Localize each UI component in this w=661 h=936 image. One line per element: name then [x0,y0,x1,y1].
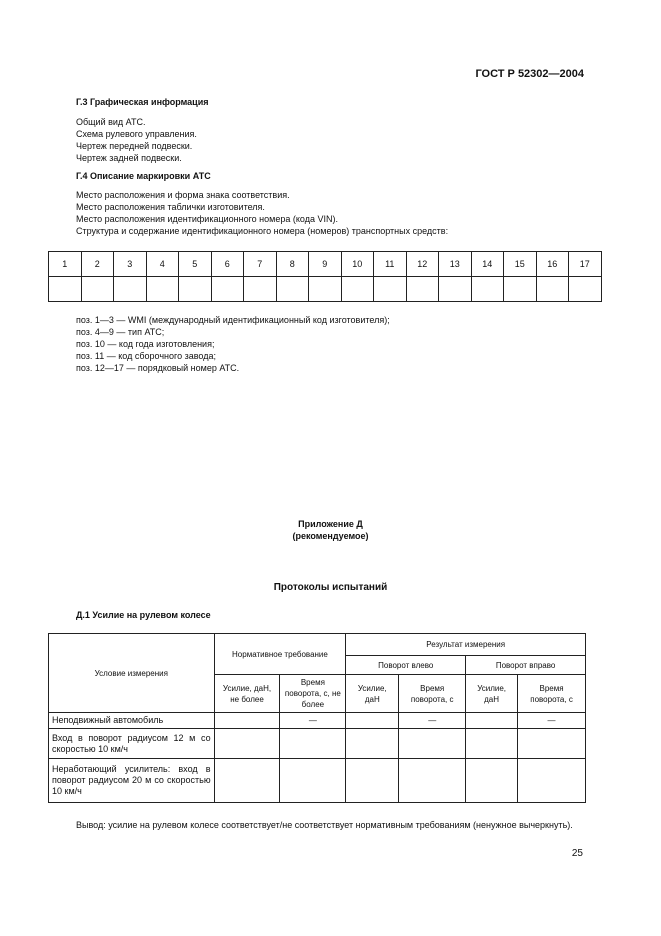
header-turn-left: Поворот влево [346,656,466,675]
vin-position-cell: 14 [471,252,504,277]
vin-position-cell: 9 [309,252,342,277]
dash-cell: — [399,713,466,729]
table-row [49,759,586,803]
value-cell [518,729,586,759]
vin-value-cell [276,277,309,302]
vin-header-row [49,252,602,277]
dash-cell: — [280,713,346,729]
list-item: Общий вид АТС. [76,117,146,127]
vin-position-cell: 17 [569,252,602,277]
value-cell [346,759,399,803]
section-g3-list [76,116,197,164]
condition-cell: Вход в поворот радиусом 12 м со скоростью 10 км/ч [49,729,215,759]
vin-value-cell [179,277,212,302]
section-d1-title: Д.1 Усилие на рулевом колесе [76,610,211,620]
value-cell [466,729,518,759]
value-cell [518,759,586,803]
table-row [49,713,586,729]
list-item: Структура и содержание идентификационного номера (номеров) транспортных средств: [76,226,449,236]
header-norm-force: Усилие, даН, не более [214,675,280,713]
vin-value-cell [244,277,277,302]
document-header: ГОСТ Р 52302—2004 [475,68,584,80]
section-g4-title: Г.4 Описание маркировки АТС [76,171,211,181]
appendix-title: Приложение Д [298,519,363,529]
vin-position-cell: 13 [439,252,472,277]
vin-structure-table [48,251,602,302]
list-item: Чертеж передней подвески. [76,141,193,151]
list-item: поз. 12—17 — порядковый номер АТС. [76,363,240,373]
vin-value-cell [569,277,602,302]
header-right-time: Время поворота, с [518,675,586,713]
list-item: Место расположения и форма знака соответствия. [76,190,290,200]
header-turn-right: Поворот вправо [466,656,586,675]
value-cell [346,713,399,729]
list-item: поз. 10 — код года изготовления; [76,339,215,349]
vin-value-cell [114,277,147,302]
vin-value-cell [309,277,342,302]
list-item: Чертеж задней подвески. [76,153,182,163]
steering-force-table [48,633,586,803]
value-cell [214,729,280,759]
value-cell [399,729,466,759]
list-item: поз. 11 — код сборочного завода; [76,351,216,361]
header-condition: Условие измерения [49,634,215,713]
conclusion-text: Вывод: усилие на рулевом колесе соответствует/не соответствует нормативным требованиям (ненужное вычеркнуть). [76,820,573,830]
header-left-force: Усилие, даН [346,675,399,713]
value-cell [214,759,280,803]
header-right-force: Усилие, даН [466,675,518,713]
vin-position-cell: 5 [179,252,212,277]
condition-cell: Неработающий усилитель: вход в поворот радиусом 20 м со скоростью 10 км/ч [49,759,215,803]
value-cell [346,729,399,759]
vin-position-cell: 16 [536,252,569,277]
list-item: Схема рулевого управления. [76,129,197,139]
value-cell [466,759,518,803]
vin-position-cell: 2 [81,252,114,277]
appendix-subtitle: (рекомендуемое) [292,531,369,541]
header-left-time: Время поворота, с [399,675,466,713]
vin-position-cell: 7 [244,252,277,277]
value-cell [466,713,518,729]
list-item: поз. 4—9 — тип АТС; [76,327,165,337]
vin-position-cell: 15 [504,252,537,277]
list-item: Место расположения идентификационного номера (кода VIN). [76,214,338,224]
vin-position-cell: 1 [49,252,82,277]
vin-position-cell: 11 [374,252,407,277]
vin-value-cell [536,277,569,302]
vin-value-cell [49,277,82,302]
value-cell [280,759,346,803]
vin-value-cell [81,277,114,302]
vin-position-cell: 6 [211,252,244,277]
vin-value-cell [341,277,374,302]
vin-position-cell: 8 [276,252,309,277]
vin-value-cell [504,277,537,302]
vin-value-cell [211,277,244,302]
condition-cell: Неподвижный автомобиль [49,713,215,729]
section-g3-title: Г.3 Графическая информация [76,97,209,107]
list-item: Место расположения таблички изготовителя. [76,202,265,212]
header-result: Результат измерения [346,634,586,656]
positions-legend [76,314,390,374]
vin-position-cell: 10 [341,252,374,277]
page-number: 25 [571,848,583,859]
vin-value-cell [471,277,504,302]
list-item: поз. 1—3 — WMI (международный идентификационный код изготовителя); [76,315,390,325]
vin-value-cell [406,277,439,302]
value-cell [280,729,346,759]
vin-value-cell [439,277,472,302]
vin-value-cell [374,277,407,302]
value-cell [214,713,280,729]
vin-value-row [49,277,602,302]
vin-position-cell: 3 [114,252,147,277]
value-cell [399,759,466,803]
table-row [49,729,586,759]
vin-position-cell: 4 [146,252,179,277]
header-norm-time: Время поворота, с, не более [280,675,346,713]
vin-value-cell [146,277,179,302]
appendix-heading [0,518,661,542]
protocols-title: Протоколы испытаний [273,582,388,593]
vin-position-cell: 12 [406,252,439,277]
section-g4-list [76,189,448,237]
dash-cell: — [518,713,586,729]
header-normative: Нормативное требование [214,634,346,675]
